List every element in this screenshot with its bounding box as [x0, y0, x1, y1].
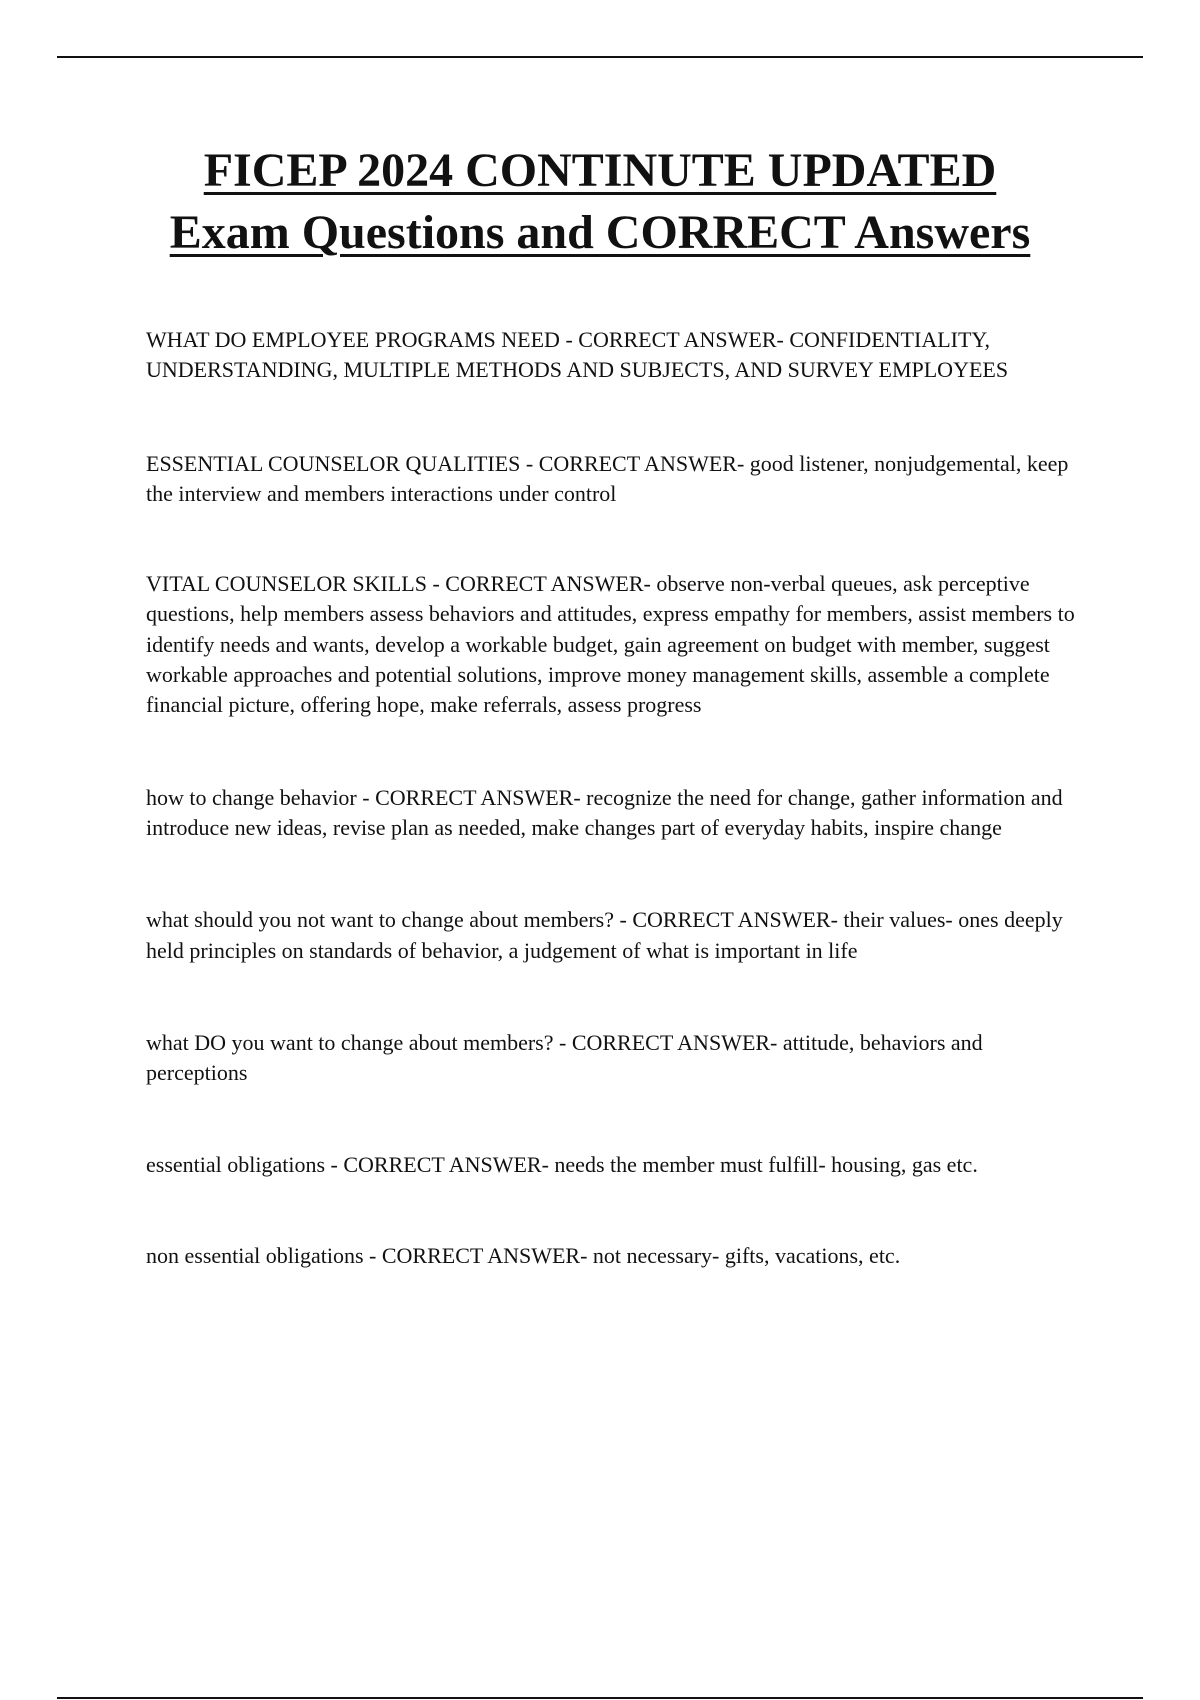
- qa-item: what DO you want to change about members? - CORRECT ANSWER- attitude, behaviors and perceptions: [146, 1029, 983, 1086]
- title-line-2: Exam Questions and CORRECT Answers: [169, 206, 1031, 259]
- qa-list: [146, 325, 1086, 1271]
- top-rule: [57, 56, 1143, 58]
- document-title: [100, 140, 1100, 264]
- qa-item: ESSENTIAL COUNSELOR QUALITIES - CORRECT ANSWER- good listener, nonjudgemental, keep the interview and members interactions under control: [146, 450, 1069, 506]
- title-line-1: FICEP 2024 CONTINUTE UPDATED: [203, 144, 997, 197]
- qa-item: how to change behavior - CORRECT ANSWER- recognize the need for change, gather information and introduce new ideas, revise plan as needed, make changes part of everyday habits, inspire change: [146, 784, 1063, 840]
- qa-item: VITAL COUNSELOR SKILLS - CORRECT ANSWER- observe non-verbal queues, ask perceptive questions, help members assess behaviors and attitudes, express empathy for members, assist members to identify needs and wants, develop a workable budget, gain agreement on budget with member, suggest workable approaches and potential solutions, improve money management skills, assemble a complete financial picture, offering hope, make referrals, assess progress: [146, 571, 1075, 718]
- qa-item: essential obligations - CORRECT ANSWER- needs the member must fulfill- housing, gas etc.: [146, 1152, 978, 1178]
- bottom-rule: [57, 1697, 1143, 1699]
- qa-item: WHAT DO EMPLOYEE PROGRAMS NEED - CORRECT ANSWER- CONFIDENTIALITY, UNDERSTANDING, MULTIPLE METHODS AND SUBJECTS, AND SURVEY EMPLOYEES: [146, 327, 1009, 383]
- qa-item: what should you not want to change about members? - CORRECT ANSWER- their values- ones deeply held principles on standards of behavior, a judgement of what is important in life: [146, 907, 1063, 963]
- qa-item: non essential obligations - CORRECT ANSWER- not necessary- gifts, vacations, etc.: [146, 1242, 901, 1268]
